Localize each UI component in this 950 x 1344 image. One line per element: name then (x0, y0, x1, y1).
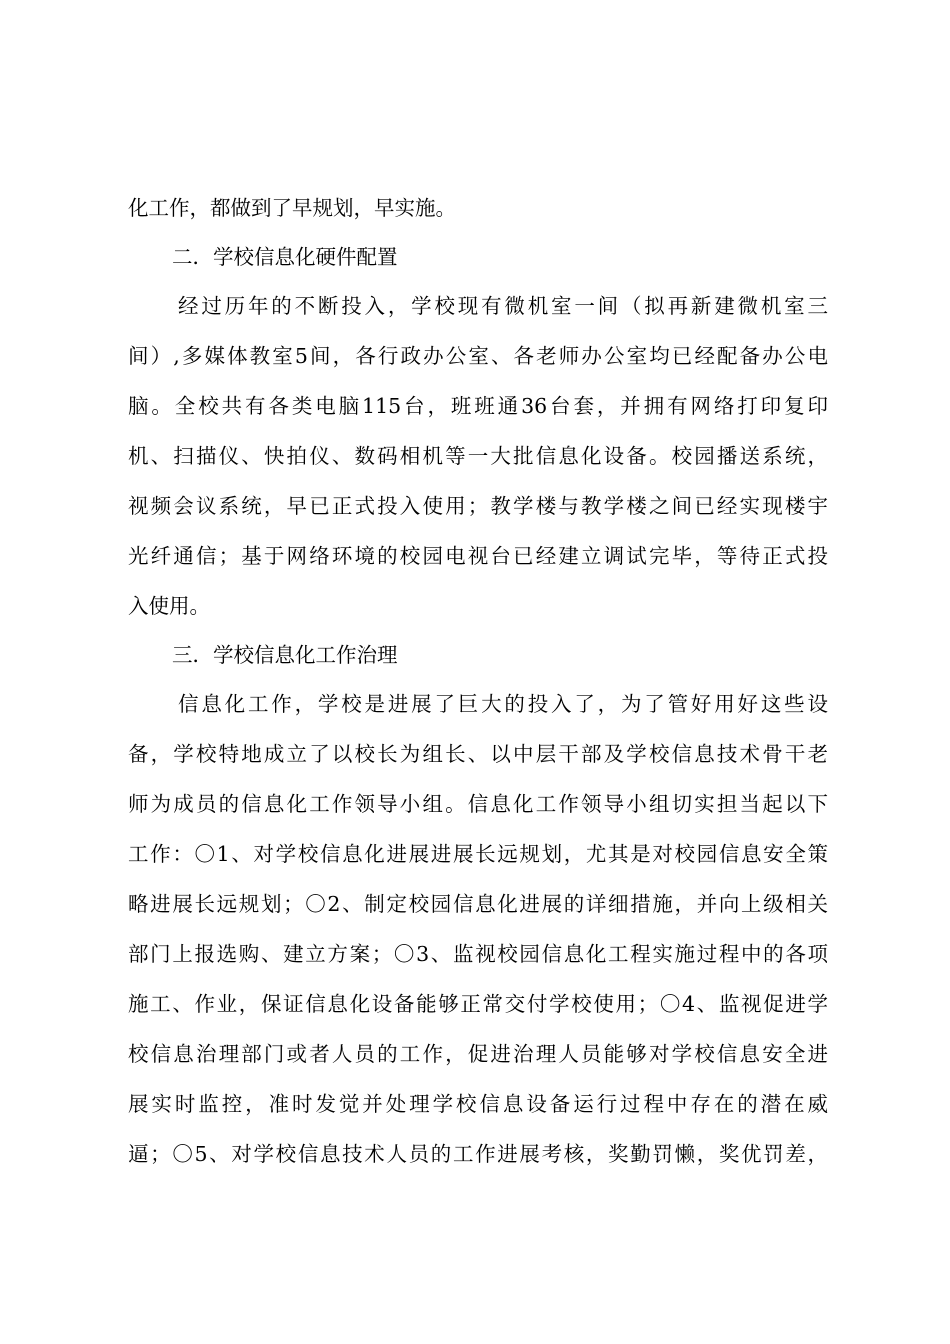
text-line: 略进展长远规划；〇2、制定校园信息化进展的详细措施，并向上级相关 (128, 892, 828, 916)
text-line: 机、扫描仪、快拍仪、数码相机等一大批信息化设备。校园播送系统， (128, 444, 828, 468)
text-line: 间）,多媒体教室5间，各行政办公室、各老师办公室均已经配备办公电 (128, 344, 828, 368)
text-line: 备，学校特地成立了以校长为组长、以中层干部及学校信息技术骨干老 (128, 742, 828, 766)
text-line: 入使用。 (128, 594, 210, 618)
section-heading: 三．学校信息化工作治理 (172, 643, 398, 667)
text-line: 光纤通信；基于网络环境的校园电视台已经建立调试完毕，等待正式投 (128, 544, 828, 568)
text-line: 视频会议系统，早已正式投入使用；教学楼与教学楼之间已经实现楼宇 (128, 494, 828, 518)
text-line: 展实时监控，准时发觉并处理学校信息设备运行过程中存在的潜在威 (128, 1092, 828, 1116)
text-line: 化工作，都做到了早规划，早实施。 (128, 196, 456, 220)
text-line: 校信息治理部门或者人员的工作，促进治理人员能够对学校信息安全进 (128, 1042, 828, 1066)
text-line: 经过历年的不断投入，学校现有微机室一间（拟再新建微机室三 (178, 294, 828, 318)
section-heading: 二．学校信息化硬件配置 (172, 245, 398, 269)
text-line: 工作：〇1、对学校信息化进展进展长远规划，尤其是对校园信息安全策 (128, 842, 828, 866)
text-line: 部门上报选购、建立方案；〇3、监视校园信息化工程实施过程中的各项 (128, 942, 828, 966)
text-line: 信息化工作，学校是进展了巨大的投入了，为了管好用好这些设 (178, 692, 828, 716)
text-line: 脑。全校共有各类电脑115台，班班通36台套，并拥有网络打印复印 (128, 394, 828, 418)
text-line: 施工、作业，保证信息化设备能够正常交付学校使用；〇4、监视促进学 (128, 992, 828, 1016)
text-line: 师为成员的信息化工作领导小组。信息化工作领导小组切实担当起以下 (128, 792, 828, 816)
text-line: 逼；〇5、对学校信息技术人员的工作进展考核，奖勤罚懒，奖优罚差， (128, 1142, 828, 1166)
